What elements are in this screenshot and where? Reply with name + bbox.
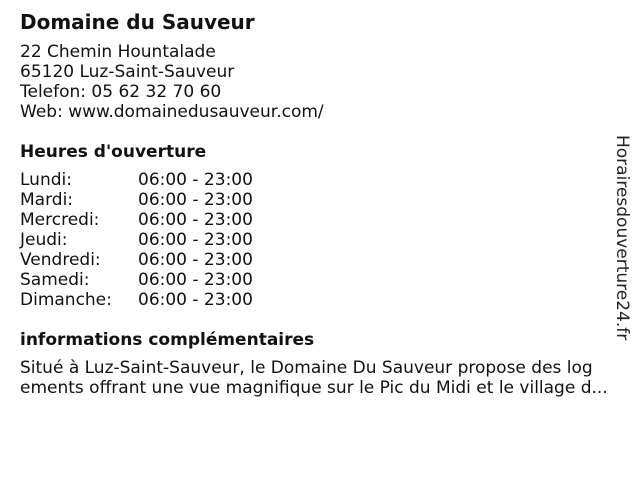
day-time: 06:00 - 23:00 bbox=[138, 170, 253, 190]
day-time: 06:00 - 23:00 bbox=[138, 290, 253, 310]
day-label: Dimanche: bbox=[20, 290, 112, 310]
info-heading: informations complémentaires bbox=[20, 330, 315, 350]
hours-row-monday bbox=[20, 170, 605, 190]
info-line-2: ements offrant une vue magnifique sur le Pic du Midi et le village d... bbox=[20, 378, 608, 398]
day-time: 06:00 - 23:00 bbox=[138, 230, 253, 250]
hours-row-tuesday bbox=[20, 190, 605, 210]
hours-table bbox=[20, 170, 605, 310]
day-label: Mardi: bbox=[20, 190, 74, 210]
address-line-2: 65120 Luz-Saint-Sauveur bbox=[20, 62, 235, 82]
info-description bbox=[20, 358, 620, 398]
day-time: 06:00 - 23:00 bbox=[138, 210, 253, 230]
day-time: 06:00 - 23:00 bbox=[138, 190, 253, 210]
day-label: Samedi: bbox=[20, 270, 90, 290]
address-line-1: 22 Chemin Hountalade bbox=[20, 42, 216, 62]
hours-row-saturday bbox=[20, 270, 605, 290]
hours-heading: Heures d'ouverture bbox=[20, 142, 207, 162]
day-label: Mercredi: bbox=[20, 210, 100, 230]
business-card bbox=[20, 10, 608, 398]
watermark: Horairesdouverture24.fr bbox=[612, 135, 632, 341]
phone-number: Telefon: 05 62 32 70 60 bbox=[20, 82, 222, 102]
day-label: Jeudi: bbox=[20, 230, 68, 250]
day-time: 06:00 - 23:00 bbox=[138, 250, 253, 270]
hours-row-wednesday bbox=[20, 210, 605, 230]
day-label: Lundi: bbox=[20, 170, 72, 190]
hours-row-sunday bbox=[20, 290, 605, 310]
day-time: 06:00 - 23:00 bbox=[138, 270, 253, 290]
day-label: Vendredi: bbox=[20, 250, 101, 270]
hours-row-friday bbox=[20, 250, 605, 270]
website: Web: www.domainedusauveur.com/ bbox=[20, 102, 324, 122]
hours-row-thursday bbox=[20, 230, 605, 250]
business-name: Domaine du Sauveur bbox=[20, 10, 255, 34]
info-line-1: Situé à Luz-Saint-Sauveur, le Domaine Du Sauveur propose des log bbox=[20, 358, 593, 378]
